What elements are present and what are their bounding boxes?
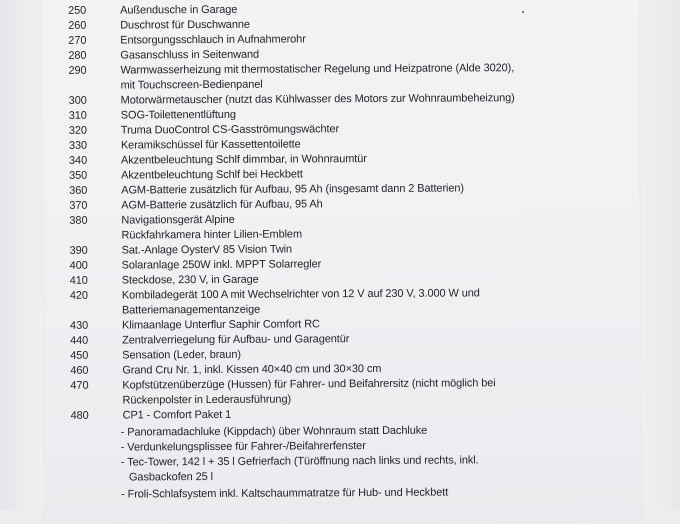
item-text: Batteriemanagementanzeige (122, 303, 260, 319)
item-text: Grand Cru Nr. 1, inkl. Kissen 40×40 cm und 30×30 cm (122, 362, 381, 379)
item-text: - Froli-Schlafsystem inkl. Kaltschaummatratze für Hub- und Heckbett (121, 486, 448, 503)
dust-speck (522, 11, 524, 13)
item-number: 340 (69, 154, 113, 169)
item-number: 380 (69, 214, 113, 229)
item-text: Klimaanlage Unterflur Saphir Comfort RC (122, 317, 320, 333)
item-text: Solaranlage 250W inkl. MPPT Solarregler (122, 257, 322, 273)
item-text: Rückfahrkamera hinter Lilien-Emblem (121, 227, 302, 243)
item-text: Rückenpolster in Lederausführung) (122, 392, 291, 408)
item-text: mit Touchscreen-Bedienpanel (121, 78, 263, 94)
item-text: - Panoramadachluke (Kippdach) über Wohnraum statt Dachluke (121, 424, 428, 441)
item-number: 350 (69, 169, 113, 184)
item-number: 250 (68, 4, 112, 19)
item-text: Motorwärmetauscher (nutzt das Kühlwasser des Motors zur Wohnraumbeheizung) (121, 91, 515, 108)
item-number: 400 (70, 259, 114, 274)
item-number: 260 (68, 19, 112, 34)
item-text: Akzentbeleuchtung Schlf bei Heckbett (121, 167, 303, 183)
item-number: 410 (70, 274, 114, 289)
item-text: Keramikschüssel für Kassettentoilette (121, 137, 301, 153)
item-number: 460 (70, 364, 114, 379)
item-text: CP1 - Comfort Paket 1 (123, 408, 232, 424)
item-text: Kombiladegerät 100 A mit Wechselrichter von 12 V auf 230 V, 3.000 W und (122, 286, 480, 303)
item-text: - Tec-Tower, 142 l + 35 l Gefrierfach (Türöffnung nach links und rechts, inkl. (121, 453, 479, 470)
item-number: 290 (68, 64, 112, 79)
item-text: Duschrost für Duschwanne (120, 18, 250, 34)
item-number: 370 (69, 199, 113, 214)
item-text: Gasbackofen 25 l (129, 470, 213, 486)
item-text: Entsorgungsschlauch in Aufnahmerohr (120, 32, 306, 48)
item-number: 390 (70, 244, 114, 259)
item-text: Kopfstützenüberzüge (Hussen) für Fahrer- und Beifahrersitz (nicht möglich bei (122, 376, 495, 393)
item-number: 310 (69, 109, 113, 124)
item-number: 480 (71, 409, 115, 424)
document-sheet (42, 0, 641, 524)
item-text: Warmwasserheizung mit thermostatischer Regelung und Heizpatrone (Alde 3020), (120, 61, 514, 78)
item-number: 270 (68, 34, 112, 49)
list-item (68, 0, 628, 3)
item-number: 440 (70, 334, 114, 349)
item-text: AGM-Batterie zusätzlich für Aufbau, 95 Ah (insgesamt dann 2 Batterien) (121, 181, 464, 198)
item-text: - Verdunkelungsplissee für Fahrer-/Beifahrerfenster (121, 439, 366, 455)
item-number: 330 (69, 139, 113, 154)
item-text: Steckdose, 230 V, in Garage (122, 273, 259, 289)
item-number: 300 (69, 94, 113, 109)
item-text: Sat.-Anlage OysterV 85 Vision Twin (122, 242, 293, 258)
item-text: Außendusche in Garage (120, 3, 237, 19)
item-number: 450 (70, 349, 114, 364)
item-text: SOG-Toilettenentlüftung (121, 108, 236, 124)
item-number: 420 (70, 289, 114, 304)
item-text: Zentralverriegelung für Aufbau- und Garagentür (122, 332, 349, 348)
item-text: Akzentbeleuchtung Schlf dimmbar, in Wohnraumtür (121, 152, 367, 169)
item-number: 320 (69, 124, 113, 139)
item-text: Gasanschluss in Seitenwand (120, 48, 259, 64)
item-text: Truma DuoControl CS-Gasströmungswächter (121, 122, 339, 138)
item-number: 280 (68, 49, 112, 64)
item-text: AGM-Batterie zusätzlich für Aufbau, 95 Ah (121, 197, 322, 213)
item-text: Navigationsgerät Alpine (121, 213, 234, 229)
item-number: 470 (70, 379, 114, 394)
item-number: 430 (70, 319, 114, 334)
item-text: Sensation (Leder, braun) (122, 348, 241, 364)
item-number: 360 (69, 184, 113, 199)
